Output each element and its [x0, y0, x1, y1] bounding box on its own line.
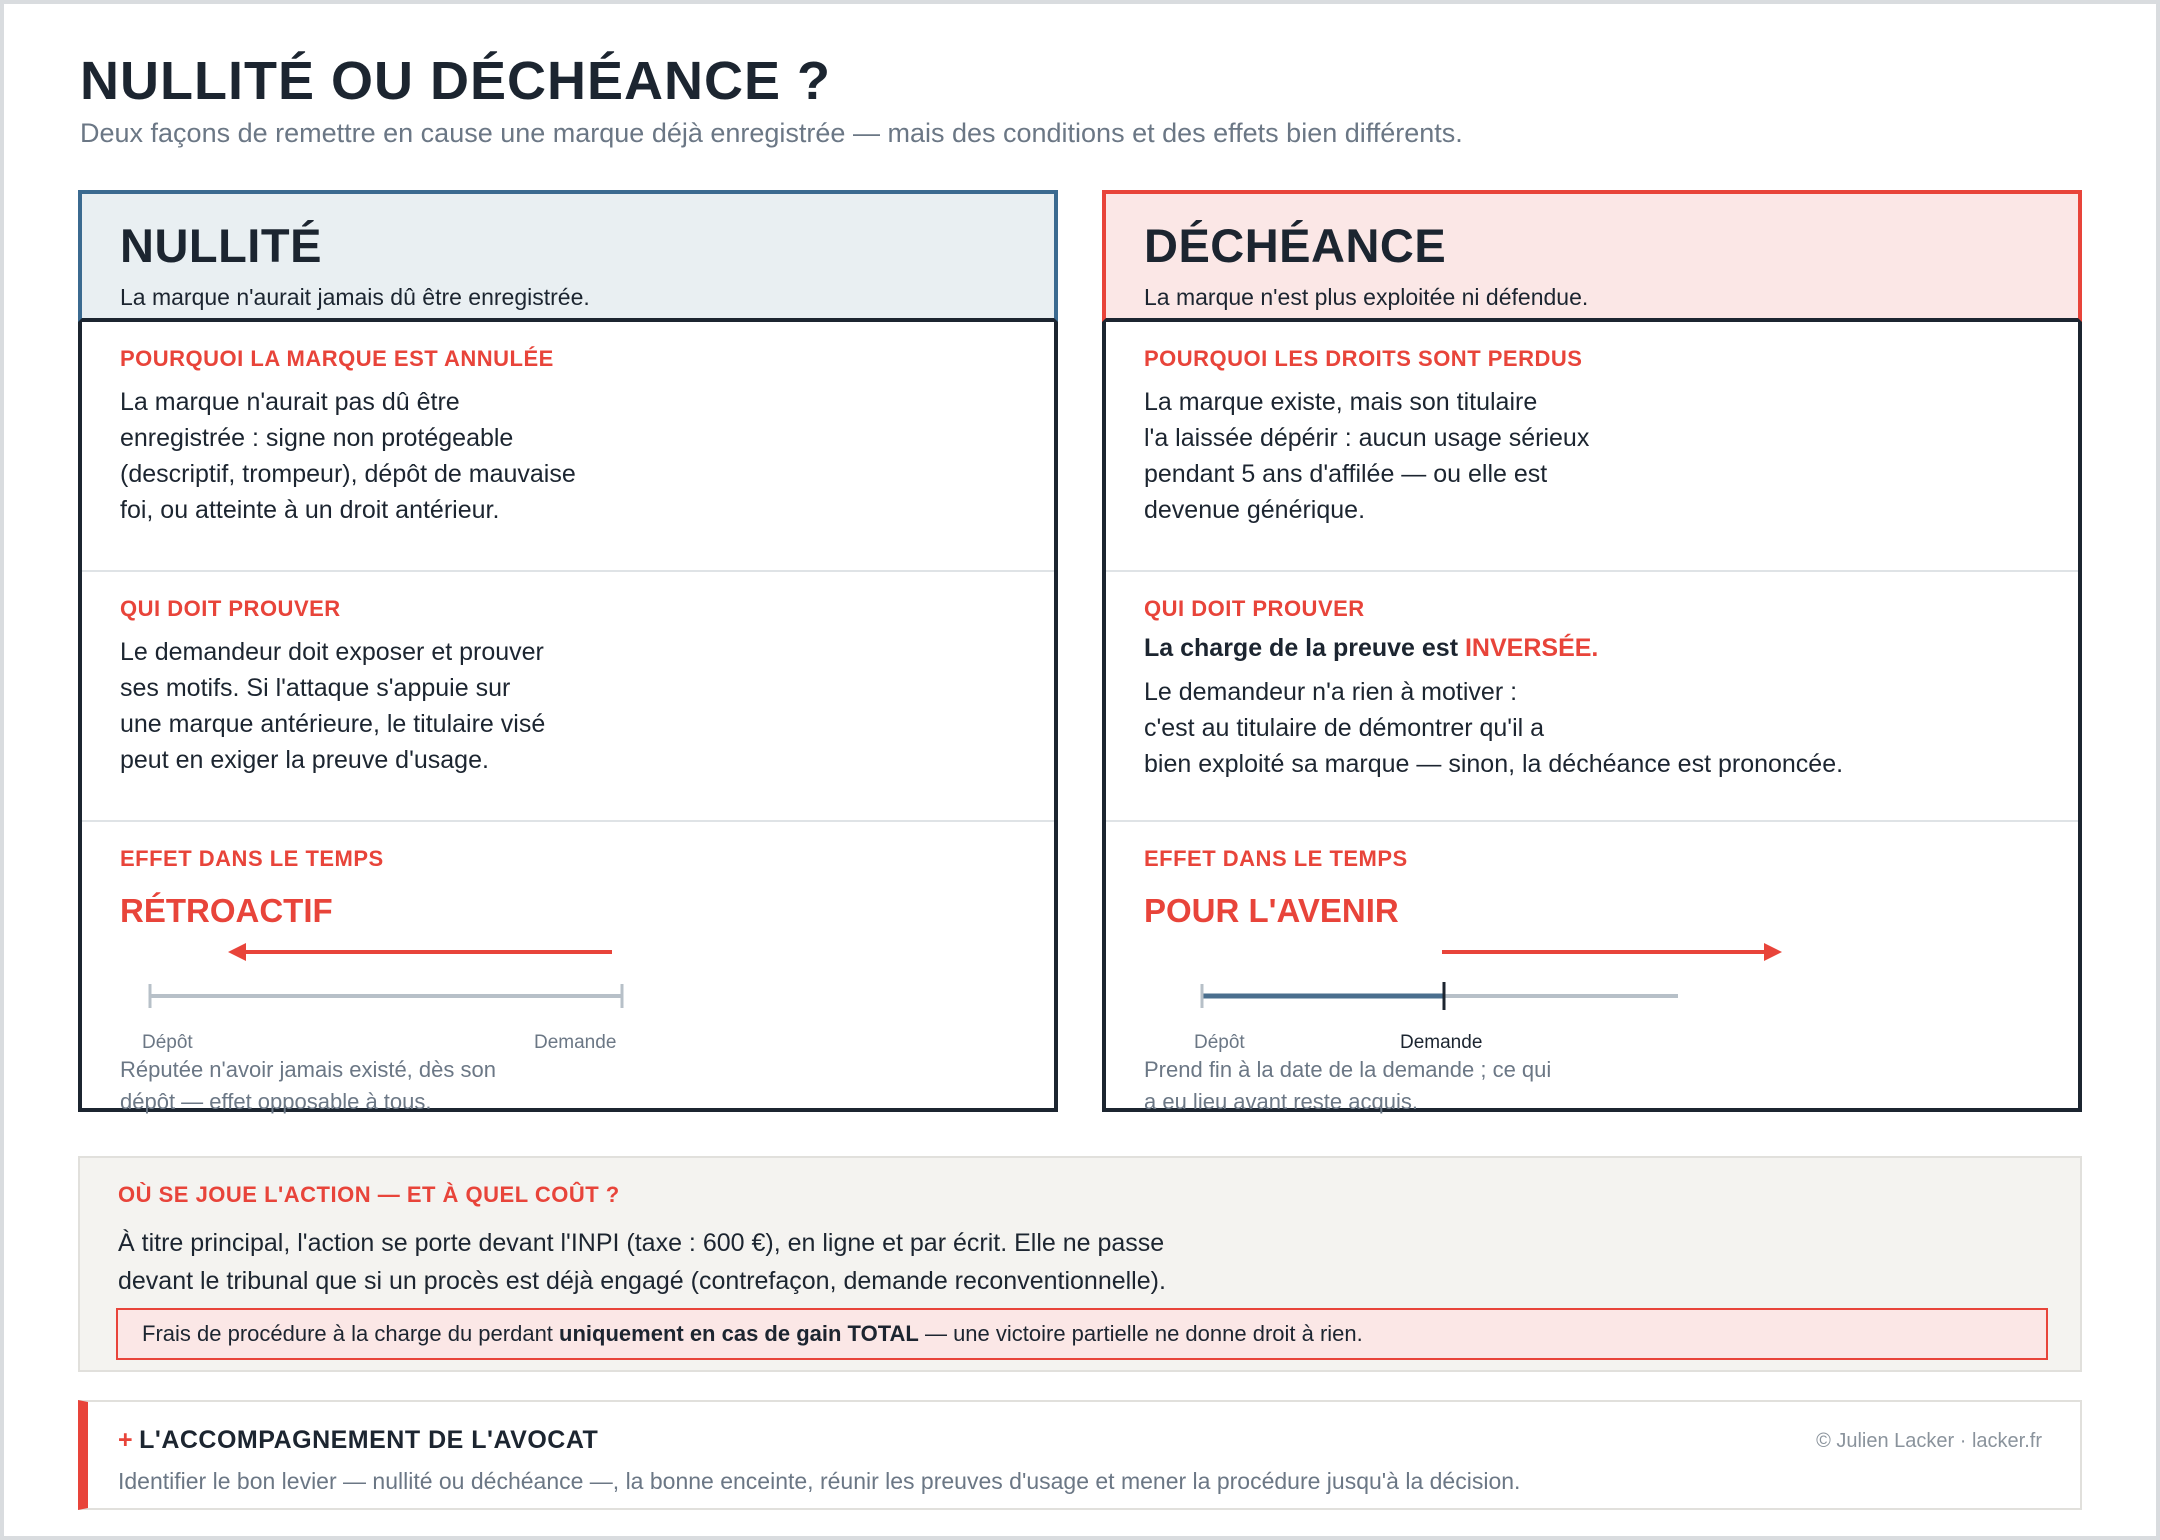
- nullite-why-section: [82, 322, 1054, 572]
- decheance-proof-label: QUI DOIT PROUVER: [1144, 596, 1365, 621]
- page-subtitle: Deux façons de remettre en cause une marque déjà enregistrée — mais des conditions et des effets bien différents.: [80, 118, 1463, 148]
- nullite-proof-text: Le demandeur doit exposer et prouver ses motifs. Si l'attaque s'appuie sur une marque antérieure, le titulaire visé peut en exiger la preuve d'usage.: [120, 638, 546, 774]
- nullite-effect-label: EFFET DANS LE TEMPS: [120, 846, 384, 871]
- decheance-card-header: [1102, 190, 2082, 322]
- decheance-effect-value: POUR L'AVENIR: [1144, 892, 1399, 929]
- nullite-why-label: POURQUOI LA MARQUE EST ANNULÉE: [120, 346, 554, 371]
- nullite-card: [78, 190, 1058, 1112]
- retroactive-arrow-head: [228, 943, 246, 961]
- decheance-why-section: [1106, 322, 2078, 572]
- footer-text: Identifier le bon levier — nullité ou déchéance —, la bonne enceinte, réunir les preuves d'usage et mener la procédure jusqu'à la décision.: [118, 1468, 1521, 1494]
- decheance-title: DÉCHÉANCE: [1144, 219, 1447, 272]
- page-title: NULLITÉ OU DÉCHÉANCE ?: [80, 51, 831, 111]
- decheance-proof-lead: [1144, 634, 1598, 663]
- nullite-tick-depot-label: Dépôt: [142, 1032, 193, 1053]
- action-text: À titre principal, l'action se porte devant l'INPI (taxe : 600 €), en ligne et par écrit. Elle ne passe devant le tribunal que si un procès est déjà engagé (contrefaçon, demande reconventionnelle).: [118, 1229, 1166, 1295]
- decheance-effect-section: [1106, 822, 2078, 1112]
- decheance-proof-text: Le demandeur n'a rien à motiver : c'est au titulaire de démontrer qu'il a bien exploité sa marque — sinon, la déchéance est prononcée.: [1144, 678, 1844, 778]
- decheance-card: [1102, 190, 2082, 1112]
- action-panel: [78, 1156, 2082, 1372]
- proof-lead-highlight: INVERSÉE.: [1464, 634, 1599, 662]
- decheance-tick-demande-label: Demande: [1400, 1032, 1483, 1053]
- copyright: © Julien Lacker · lacker.fr: [1816, 1430, 2042, 1452]
- nullite-timeline: [82, 942, 1054, 1053]
- lawyer-footer: [78, 1400, 2082, 1510]
- nullite-proof-section: [82, 572, 1054, 822]
- decheance-timeline: [1106, 942, 2078, 1053]
- nullite-effect-note: Réputée n'avoir jamais existé, dès son dépôt — effet opposable à tous.: [120, 1057, 496, 1114]
- decheance-effect-label: EFFET DANS LE TEMPS: [1144, 846, 1408, 871]
- fee-text-bold: uniquement en cas de gain TOTAL: [559, 1321, 919, 1346]
- nullite-proof-label: QUI DOIT PROUVER: [120, 596, 341, 621]
- fee-callout: [116, 1308, 2048, 1360]
- decheance-subtitle: La marque n'est plus exploitée ni défendue.: [1144, 284, 1589, 310]
- nullite-title: NULLITÉ: [120, 219, 322, 272]
- decheance-timeline-graphic: [1106, 942, 2078, 1042]
- footer-title: [118, 1426, 598, 1455]
- decheance-proof-section: [1106, 572, 2078, 822]
- proof-lead-text: La charge de la preuve est: [1144, 634, 1465, 662]
- action-label: OÙ SE JOUE L'ACTION — ET À QUEL COÛT ?: [118, 1182, 620, 1207]
- decheance-effect-note: Prend fin à la date de la demande ; ce qui a eu lieu avant reste acquis.: [1144, 1057, 1552, 1114]
- plus-icon: +: [118, 1426, 134, 1454]
- future-arrow-head: [1764, 943, 1782, 961]
- fee-text-after: — une victoire partielle ne donne droit à rien.: [918, 1321, 1363, 1346]
- fee-text-before: Frais de procédure à la charge du perdant: [142, 1321, 560, 1346]
- nullite-subtitle: La marque n'aurait jamais dû être enregistrée.: [120, 284, 590, 310]
- nullite-effect-value: RÉTROACTIF: [120, 892, 333, 929]
- footer-title-text: L'ACCOMPAGNEMENT DE L'AVOCAT: [139, 1426, 599, 1454]
- decheance-tick-depot-label: Dépôt: [1194, 1032, 1245, 1053]
- nullite-effect-section: [82, 822, 1054, 1112]
- nullite-tick-demande-label: Demande: [534, 1032, 617, 1053]
- nullite-timeline-graphic: [82, 942, 1054, 1042]
- nullite-card-header: [78, 190, 1058, 322]
- decheance-why-text: La marque existe, mais son titulaire l'a laissée dépérir : aucun usage sérieux pendant 5 ans d'affilée — ou elle est devenue générique.: [1144, 388, 1590, 524]
- decheance-why-label: POURQUOI LES DROITS SONT PERDUS: [1144, 346, 1583, 371]
- nullite-why-text: La marque n'aurait pas dû être enregistrée : signe non protégeable (descriptif, trompeur), dépôt de mauvaise foi, ou atteinte à un droit antérieur.: [120, 388, 576, 524]
